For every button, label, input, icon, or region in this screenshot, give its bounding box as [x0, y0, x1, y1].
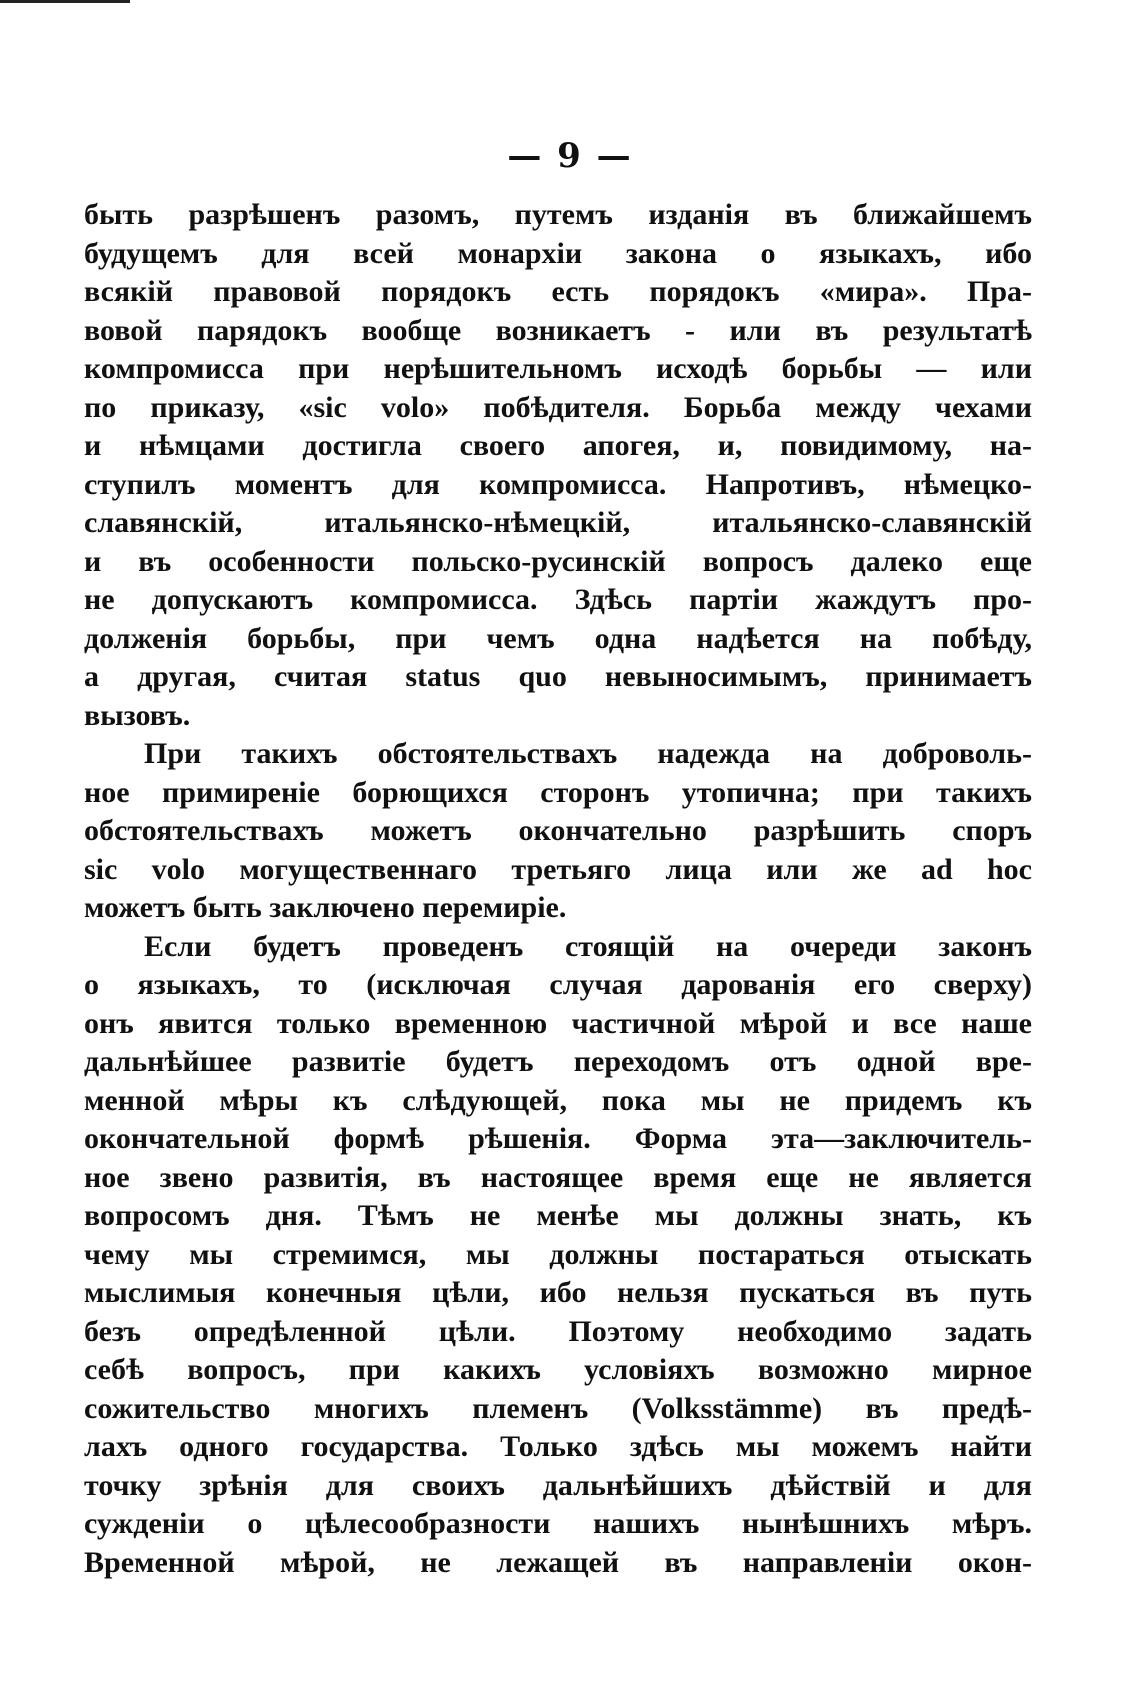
text-line: компромисса при нерѣшительномъ исходѣ борьбы — или [84, 352, 1032, 385]
text-line: sic volo могущественнаго третьяго лица или же ad hoc [84, 852, 1032, 886]
text-line: быть разрѣшенъ разомъ, путемъ изданія въ ближайшемъ [84, 198, 1032, 231]
text-line: При такихъ обстоятельствахъ надежда на доброволь- [144, 737, 1032, 770]
text-line: лахъ одного государства. Только здѣсь мы можемъ найти [84, 1430, 1032, 1463]
text-line: менной мѣры къ слѣдующей, пока мы не придемъ къ [84, 1083, 1032, 1117]
text-line: точку зрѣнія для своихъ дальнѣйшихъ дѣйствій и для [84, 1468, 1032, 1502]
text-line: о языкахъ, то (исключая случая дарованія его сверху) [84, 968, 1032, 1001]
text-line: окончательной формѣ рѣшенія. Форма эта—заключитель- [84, 1122, 1032, 1155]
text-line: и нѣмцами достигла своего апогея, и, повидимому, на- [84, 429, 1032, 462]
text-line: вовой парядокъ вообще возникаетъ - или въ результатѣ [84, 313, 1032, 347]
text-line: онъ явится только временною частичной мѣрой и все наше [84, 1006, 1032, 1040]
text-line: ное звено развитія, въ настоящее время еще не является [84, 1160, 1032, 1194]
page-number: — 9 — [507, 136, 633, 176]
text-line: ное примиреніе борющихся сторонъ утопична; при такихъ [84, 775, 1032, 809]
text-line: мыслимыя конечныя цѣли, ибо нельзя пускаться въ путь [84, 1276, 1032, 1309]
text-line: Если будетъ проведенъ стоящій на очереди законъ [144, 929, 1032, 963]
text-line: по приказу, «sic volo» побѣдителя. Борьба между чехами [84, 390, 1032, 424]
text-line: будущемъ для всей монархіи закона о языкахъ, ибо [84, 236, 1032, 270]
text-line: вызовъ. [84, 698, 191, 732]
text-line: ступилъ моментъ для компромисса. Напротивъ, нѣмецко- [84, 467, 1032, 501]
text-line: себѣ вопросъ, при какихъ условіяхъ возможно мирное [84, 1353, 1032, 1386]
text-line: сожительство многихъ племенъ (Volksstämme) въ предѣ- [84, 1391, 1032, 1425]
text-line: славянскій, итальянско-нѣмецкій, итальянско-славянскій [84, 506, 1032, 539]
text-line: дальнѣйшее развитіе будетъ переходомъ отъ одной вре- [84, 1045, 1032, 1078]
text-line: вопросомъ дня. Тѣмъ не менѣе мы должны знать, къ [84, 1199, 1032, 1232]
text-line: обстоятельствахъ можетъ окончательно разрѣшить споръ [84, 814, 1032, 847]
text-line: и въ особенности польско-русинскій вопросъ далеко еще [84, 544, 1032, 578]
scan-artifact-top-left [0, 0, 130, 3]
text-line: долженія борьбы, при чемъ одна надѣется на побѣду, [84, 621, 1032, 655]
text-line: всякій правовой порядокъ есть порядокъ «мира». Пра- [84, 275, 1032, 308]
text-line: чему мы стремимся, мы должны постараться отыскать [84, 1237, 1032, 1271]
text-line: не допускаютъ компромисса. Здѣсь партіи жаждутъ про- [84, 583, 1032, 616]
text-line: можетъ быть заключено перемиріе. [84, 891, 567, 924]
body-text [84, 196, 1032, 1582]
text-line: Временной мѣрой, не лежащей въ направленіи окон- [84, 1545, 1032, 1579]
text-line: безъ опредѣленной цѣли. Поэтому необходимо задать [84, 1314, 1032, 1348]
text-line: а другая, считая status quo невыносимымъ, принимаетъ [84, 660, 1032, 693]
text-line: сужденіи о цѣлесообразности нашихъ нынѣшнихъ мѣръ. [84, 1507, 1032, 1540]
